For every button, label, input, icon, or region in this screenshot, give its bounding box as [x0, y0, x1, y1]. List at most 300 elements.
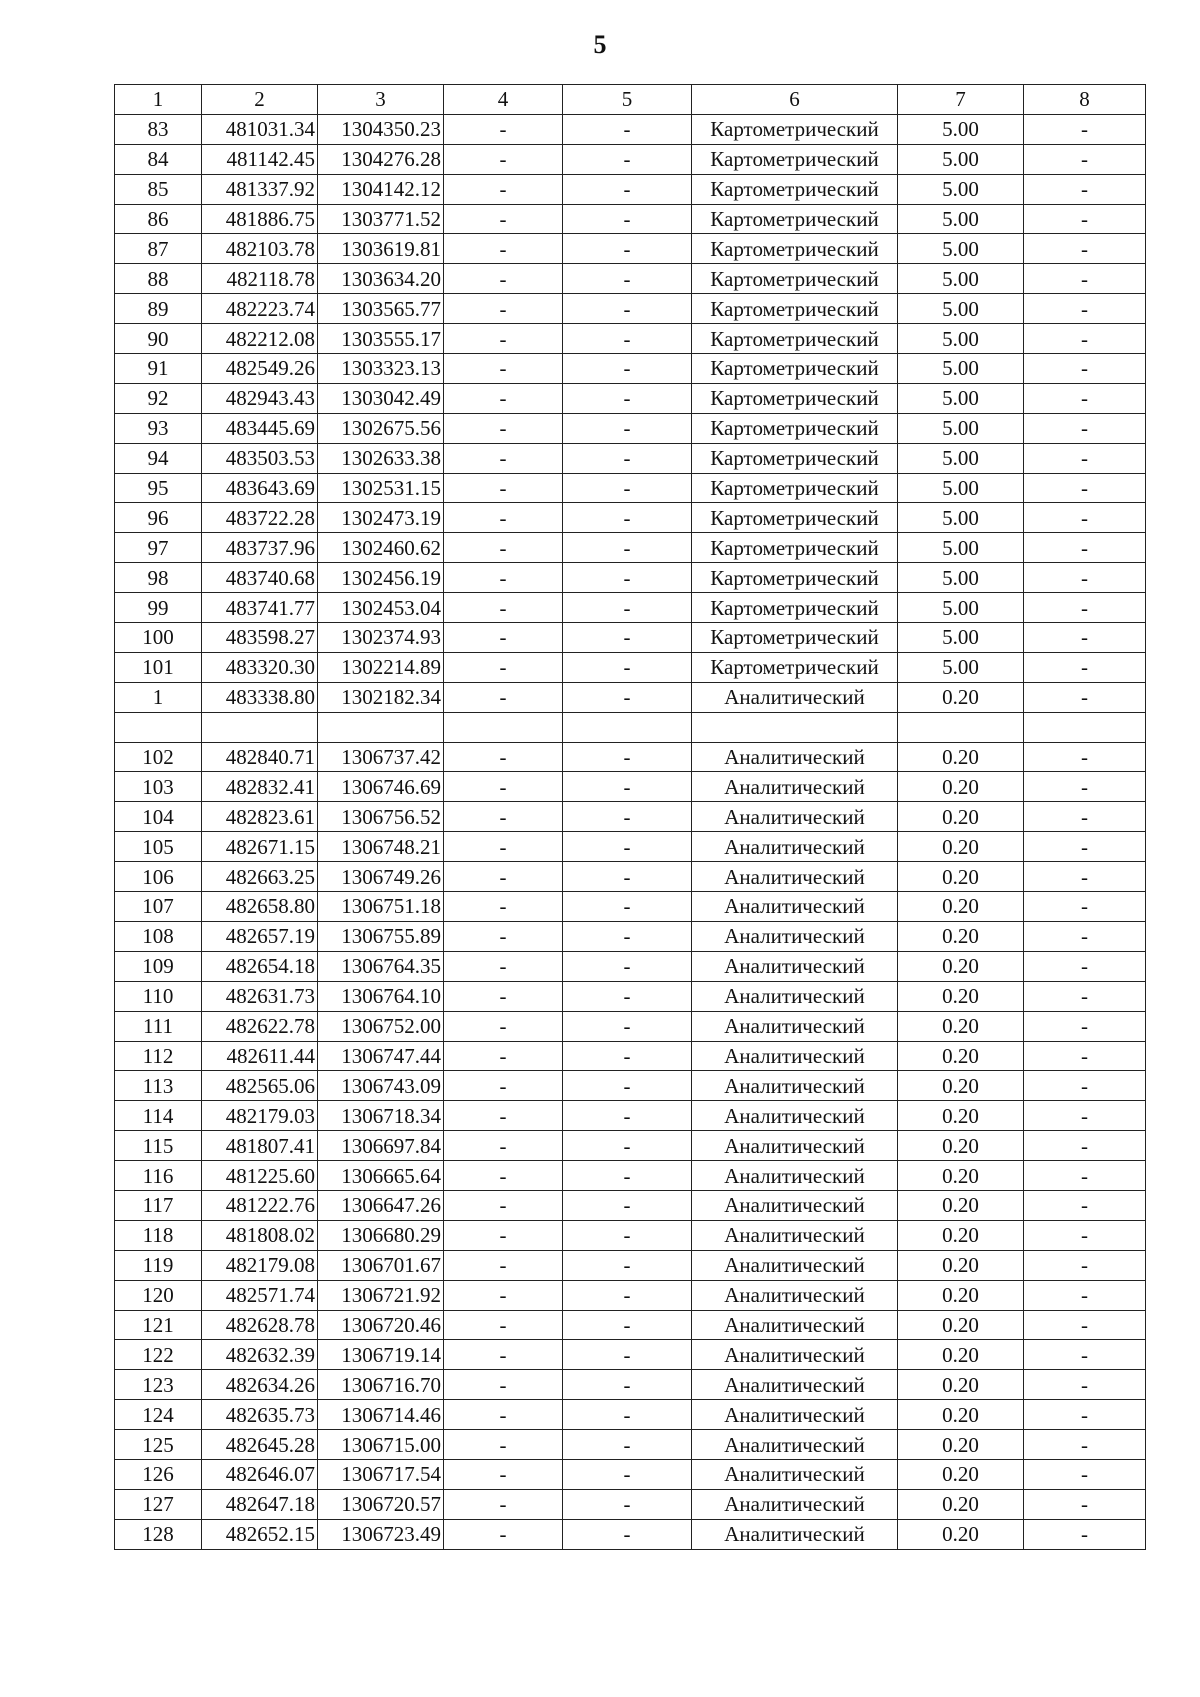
col-4-value-cell: -	[444, 1459, 563, 1489]
col-5-value-cell: -	[563, 443, 692, 473]
table-row	[115, 921, 1146, 951]
col-4-value-cell: -	[444, 174, 563, 204]
accuracy-cell: 0.20	[898, 1161, 1024, 1191]
point-number-cell: 111	[115, 1011, 202, 1041]
col-5-value-cell: -	[563, 1071, 692, 1101]
x-coordinate-cell: 482631.73	[202, 981, 318, 1011]
point-number-cell: 93	[115, 413, 202, 443]
y-coordinate-cell: 1306723.49	[318, 1519, 444, 1549]
method-cell: Аналитический	[692, 1190, 898, 1220]
x-coordinate-cell: 481337.92	[202, 174, 318, 204]
table-row	[115, 682, 1146, 712]
table-row	[115, 1131, 1146, 1161]
point-number-cell: 92	[115, 383, 202, 413]
table-row	[115, 951, 1146, 981]
col-4-value-cell: -	[444, 623, 563, 653]
method-cell: Аналитический	[692, 1519, 898, 1549]
y-coordinate-cell: 1306756.52	[318, 802, 444, 832]
point-number-cell: 116	[115, 1161, 202, 1191]
x-coordinate-cell: 482571.74	[202, 1280, 318, 1310]
accuracy-cell: 0.20	[898, 1250, 1024, 1280]
y-coordinate-cell: 1306647.26	[318, 1190, 444, 1220]
y-coordinate-cell: 1306716.70	[318, 1370, 444, 1400]
table-row	[115, 1400, 1146, 1430]
table-row	[115, 204, 1146, 234]
point-number-cell: 107	[115, 892, 202, 922]
accuracy-cell: 0.20	[898, 1489, 1024, 1519]
col-5-value-cell: -	[563, 413, 692, 443]
point-number-cell: 114	[115, 1101, 202, 1131]
col-8-value-cell: -	[1024, 383, 1146, 413]
table-row	[115, 862, 1146, 892]
col-4-value-cell: -	[444, 114, 563, 144]
y-coordinate-cell: 1302633.38	[318, 443, 444, 473]
accuracy-cell: 0.20	[898, 1340, 1024, 1370]
col-4-value-cell: -	[444, 742, 563, 772]
col-8-value-cell: -	[1024, 1519, 1146, 1549]
table-row	[115, 174, 1146, 204]
col-8-value-cell: -	[1024, 832, 1146, 862]
col-5-value-cell: -	[563, 1190, 692, 1220]
table-row	[115, 443, 1146, 473]
col-8-value-cell: -	[1024, 1011, 1146, 1041]
col-4-value-cell: -	[444, 832, 563, 862]
accuracy-cell: 5.00	[898, 354, 1024, 384]
col-5-value-cell: -	[563, 862, 692, 892]
col-8-value-cell: -	[1024, 413, 1146, 443]
col-8-value-cell	[1024, 712, 1146, 742]
table-row	[115, 1489, 1146, 1519]
col-4-value-cell: -	[444, 1161, 563, 1191]
point-number-cell: 85	[115, 174, 202, 204]
accuracy-cell: 5.00	[898, 204, 1024, 234]
y-coordinate-cell: 1306720.57	[318, 1489, 444, 1519]
col-8-value-cell: -	[1024, 682, 1146, 712]
y-coordinate-cell: 1306764.35	[318, 951, 444, 981]
y-coordinate-cell: 1303771.52	[318, 204, 444, 234]
accuracy-cell: 5.00	[898, 383, 1024, 413]
col-5-value-cell: -	[563, 652, 692, 682]
col-8-value-cell: -	[1024, 174, 1146, 204]
col-8-value-cell: -	[1024, 981, 1146, 1011]
col-5-value-cell: -	[563, 1459, 692, 1489]
col-4-value-cell: -	[444, 324, 563, 354]
col-5-value-cell: -	[563, 1489, 692, 1519]
col-5-value-cell: -	[563, 294, 692, 324]
col-5-value-cell: -	[563, 1101, 692, 1131]
point-number-cell: 99	[115, 593, 202, 623]
col-8-value-cell: -	[1024, 1161, 1146, 1191]
x-coordinate-cell: 482663.25	[202, 862, 318, 892]
y-coordinate-cell: 1303565.77	[318, 294, 444, 324]
col-4-value-cell: -	[444, 294, 563, 324]
col-5-value-cell: -	[563, 114, 692, 144]
col-5-value-cell: -	[563, 623, 692, 653]
y-coordinate-cell: 1304276.28	[318, 144, 444, 174]
table-row	[115, 503, 1146, 533]
y-coordinate-cell: 1303555.17	[318, 324, 444, 354]
point-number-cell: 112	[115, 1041, 202, 1071]
x-coordinate-cell: 482628.78	[202, 1310, 318, 1340]
y-coordinate-cell: 1304350.23	[318, 114, 444, 144]
accuracy-cell: 0.20	[898, 1101, 1024, 1131]
col-8-value-cell: -	[1024, 593, 1146, 623]
point-number-cell: 127	[115, 1489, 202, 1519]
point-number-cell: 128	[115, 1519, 202, 1549]
accuracy-cell: 0.20	[898, 1280, 1024, 1310]
y-coordinate-cell: 1303619.81	[318, 234, 444, 264]
method-cell: Аналитический	[692, 682, 898, 712]
x-coordinate-cell: 482832.41	[202, 772, 318, 802]
point-number-cell: 95	[115, 473, 202, 503]
col-8-value-cell: -	[1024, 1190, 1146, 1220]
col-4-value-cell: -	[444, 682, 563, 712]
table-row	[115, 1340, 1146, 1370]
point-number-cell: 105	[115, 832, 202, 862]
x-coordinate-cell: 482840.71	[202, 742, 318, 772]
col-5-value-cell: -	[563, 1280, 692, 1310]
method-cell: Аналитический	[692, 1370, 898, 1400]
accuracy-cell: 0.20	[898, 1220, 1024, 1250]
method-cell: Аналитический	[692, 892, 898, 922]
method-cell: Аналитический	[692, 1459, 898, 1489]
point-number-cell: 100	[115, 623, 202, 653]
col-8-value-cell: -	[1024, 1250, 1146, 1280]
x-coordinate-cell: 482657.19	[202, 921, 318, 951]
table-row	[115, 742, 1146, 772]
col-4-value-cell: -	[444, 413, 563, 443]
col-5-value-cell: -	[563, 1519, 692, 1549]
point-number-cell: 122	[115, 1340, 202, 1370]
method-cell: Аналитический	[692, 772, 898, 802]
col-5-value-cell	[563, 712, 692, 742]
col-4-value-cell: -	[444, 234, 563, 264]
col-5-value-cell: -	[563, 563, 692, 593]
table-row	[115, 533, 1146, 563]
col-4-value-cell: -	[444, 1131, 563, 1161]
y-coordinate-cell: 1306701.67	[318, 1250, 444, 1280]
col-4-value-cell: -	[444, 951, 563, 981]
table-row	[115, 1250, 1146, 1280]
y-coordinate-cell: 1306751.18	[318, 892, 444, 922]
point-number-cell: 118	[115, 1220, 202, 1250]
x-coordinate-cell: 483741.77	[202, 593, 318, 623]
accuracy-cell: 0.20	[898, 682, 1024, 712]
x-coordinate-cell: 483722.28	[202, 503, 318, 533]
point-number-cell: 117	[115, 1190, 202, 1220]
x-coordinate-cell: 482645.28	[202, 1430, 318, 1460]
method-cell: Картометрический	[692, 204, 898, 234]
method-cell: Аналитический	[692, 1220, 898, 1250]
column-header-3: 3	[318, 85, 444, 115]
col-4-value-cell: -	[444, 1250, 563, 1280]
x-coordinate-cell: 481807.41	[202, 1131, 318, 1161]
col-4-value-cell: -	[444, 354, 563, 384]
method-cell: Аналитический	[692, 1310, 898, 1340]
table-row	[115, 623, 1146, 653]
col-8-value-cell: -	[1024, 473, 1146, 503]
x-coordinate-cell: 483445.69	[202, 413, 318, 443]
accuracy-cell: 5.00	[898, 593, 1024, 623]
y-coordinate-cell: 1306715.00	[318, 1430, 444, 1460]
accuracy-cell: 5.00	[898, 294, 1024, 324]
y-coordinate-cell: 1306714.46	[318, 1400, 444, 1430]
table-row	[115, 593, 1146, 623]
col-4-value-cell: -	[444, 1190, 563, 1220]
col-8-value-cell: -	[1024, 652, 1146, 682]
col-4-value-cell: -	[444, 473, 563, 503]
y-coordinate-cell: 1302531.15	[318, 473, 444, 503]
y-coordinate-cell: 1306665.64	[318, 1161, 444, 1191]
x-coordinate-cell: 482646.07	[202, 1459, 318, 1489]
x-coordinate-cell: 481886.75	[202, 204, 318, 234]
col-4-value-cell: -	[444, 204, 563, 234]
y-coordinate-cell: 1306680.29	[318, 1220, 444, 1250]
col-4-value-cell: -	[444, 1101, 563, 1131]
table-row	[115, 144, 1146, 174]
accuracy-cell: 0.20	[898, 772, 1024, 802]
x-coordinate-cell: 482654.18	[202, 951, 318, 981]
col-5-value-cell: -	[563, 1011, 692, 1041]
method-cell: Аналитический	[692, 1101, 898, 1131]
point-number-cell: 115	[115, 1131, 202, 1161]
col-8-value-cell: -	[1024, 354, 1146, 384]
point-number-cell: 119	[115, 1250, 202, 1280]
x-coordinate-cell: 483643.69	[202, 473, 318, 503]
x-coordinate-cell: 482179.03	[202, 1101, 318, 1131]
col-5-value-cell: -	[563, 772, 692, 802]
x-coordinate-cell: 481142.45	[202, 144, 318, 174]
method-cell: Картометрический	[692, 354, 898, 384]
accuracy-cell: 5.00	[898, 174, 1024, 204]
col-8-value-cell: -	[1024, 1459, 1146, 1489]
col-4-value-cell: -	[444, 383, 563, 413]
col-8-value-cell: -	[1024, 503, 1146, 533]
col-4-value-cell: -	[444, 1519, 563, 1549]
accuracy-cell: 5.00	[898, 473, 1024, 503]
col-8-value-cell: -	[1024, 742, 1146, 772]
accuracy-cell: 0.20	[898, 1041, 1024, 1071]
y-coordinate-cell: 1306755.89	[318, 921, 444, 951]
point-number-cell: 102	[115, 742, 202, 772]
y-coordinate-cell: 1306764.10	[318, 981, 444, 1011]
y-coordinate-cell: 1303323.13	[318, 354, 444, 384]
point-number-cell: 98	[115, 563, 202, 593]
table-row	[115, 1430, 1146, 1460]
table-row	[115, 1071, 1146, 1101]
method-cell: Картометрический	[692, 174, 898, 204]
col-5-value-cell: -	[563, 951, 692, 981]
x-coordinate-cell: 482223.74	[202, 294, 318, 324]
column-header-8: 8	[1024, 85, 1146, 115]
table-row	[115, 1011, 1146, 1041]
accuracy-cell: 0.20	[898, 802, 1024, 832]
point-number-cell: 96	[115, 503, 202, 533]
col-8-value-cell: -	[1024, 1041, 1146, 1071]
x-coordinate-cell: 482611.44	[202, 1041, 318, 1071]
col-4-value-cell: -	[444, 264, 563, 294]
col-4-value-cell: -	[444, 533, 563, 563]
point-number-cell: 108	[115, 921, 202, 951]
col-5-value-cell: -	[563, 1220, 692, 1250]
accuracy-cell: 5.00	[898, 623, 1024, 653]
method-cell: Картометрический	[692, 473, 898, 503]
x-coordinate-cell: 481222.76	[202, 1190, 318, 1220]
accuracy-cell: 0.20	[898, 1131, 1024, 1161]
col-4-value-cell: -	[444, 1041, 563, 1071]
col-5-value-cell: -	[563, 1340, 692, 1370]
table-row	[115, 354, 1146, 384]
y-coordinate-cell: 1304142.12	[318, 174, 444, 204]
col-5-value-cell: -	[563, 503, 692, 533]
point-number-cell: 121	[115, 1310, 202, 1340]
y-coordinate-cell: 1306721.92	[318, 1280, 444, 1310]
col-8-value-cell: -	[1024, 563, 1146, 593]
method-cell: Аналитический	[692, 832, 898, 862]
point-number-cell: 110	[115, 981, 202, 1011]
col-5-value-cell: -	[563, 892, 692, 922]
table-row	[115, 563, 1146, 593]
col-5-value-cell: -	[563, 204, 692, 234]
table-row	[115, 264, 1146, 294]
col-5-value-cell: -	[563, 354, 692, 384]
point-number-cell	[115, 712, 202, 742]
table-row	[115, 712, 1146, 742]
col-5-value-cell: -	[563, 1310, 692, 1340]
y-coordinate-cell: 1306743.09	[318, 1071, 444, 1101]
col-4-value-cell: -	[444, 892, 563, 922]
point-number-cell: 126	[115, 1459, 202, 1489]
accuracy-cell: 0.20	[898, 1071, 1024, 1101]
col-4-value-cell: -	[444, 1220, 563, 1250]
x-coordinate-cell: 482634.26	[202, 1370, 318, 1400]
col-4-value-cell: -	[444, 1430, 563, 1460]
method-cell: Картометрический	[692, 443, 898, 473]
x-coordinate-cell: 481808.02	[202, 1220, 318, 1250]
column-header-1: 1	[115, 85, 202, 115]
accuracy-cell: 5.00	[898, 533, 1024, 563]
y-coordinate-cell: 1306747.44	[318, 1041, 444, 1071]
col-4-value-cell: -	[444, 1280, 563, 1310]
accuracy-cell: 5.00	[898, 264, 1024, 294]
col-4-value-cell: -	[444, 563, 563, 593]
col-5-value-cell: -	[563, 1400, 692, 1430]
col-4-value-cell: -	[444, 862, 563, 892]
method-cell: Аналитический	[692, 1131, 898, 1161]
method-cell: Аналитический	[692, 951, 898, 981]
col-5-value-cell: -	[563, 832, 692, 862]
x-coordinate-cell: 482647.18	[202, 1489, 318, 1519]
y-coordinate-cell: 1306749.26	[318, 862, 444, 892]
y-coordinate-cell: 1306718.34	[318, 1101, 444, 1131]
accuracy-cell: 5.00	[898, 144, 1024, 174]
method-cell: Аналитический	[692, 921, 898, 951]
method-cell: Картометрический	[692, 413, 898, 443]
accuracy-cell: 0.20	[898, 892, 1024, 922]
table-row	[115, 234, 1146, 264]
col-8-value-cell: -	[1024, 1430, 1146, 1460]
col-4-value-cell: -	[444, 1340, 563, 1370]
method-cell: Аналитический	[692, 802, 898, 832]
col-8-value-cell: -	[1024, 114, 1146, 144]
y-coordinate-cell: 1306719.14	[318, 1340, 444, 1370]
col-8-value-cell: -	[1024, 862, 1146, 892]
y-coordinate-cell: 1306737.42	[318, 742, 444, 772]
col-8-value-cell: -	[1024, 1131, 1146, 1161]
col-4-value-cell: -	[444, 1370, 563, 1400]
x-coordinate-cell: 482823.61	[202, 802, 318, 832]
point-number-cell: 124	[115, 1400, 202, 1430]
col-8-value-cell: -	[1024, 443, 1146, 473]
table-row	[115, 802, 1146, 832]
method-cell: Картометрический	[692, 144, 898, 174]
x-coordinate-cell: 482652.15	[202, 1519, 318, 1549]
y-coordinate-cell: 1303042.49	[318, 383, 444, 413]
method-cell: Аналитический	[692, 1400, 898, 1430]
table-row	[115, 413, 1146, 443]
col-8-value-cell: -	[1024, 921, 1146, 951]
method-cell: Аналитический	[692, 1489, 898, 1519]
accuracy-cell: 5.00	[898, 413, 1024, 443]
table-row	[115, 652, 1146, 682]
accuracy-cell: 0.20	[898, 862, 1024, 892]
col-5-value-cell: -	[563, 234, 692, 264]
col-4-value-cell: -	[444, 144, 563, 174]
table-row	[115, 892, 1146, 922]
method-cell: Картометрический	[692, 383, 898, 413]
col-5-value-cell: -	[563, 144, 692, 174]
col-8-value-cell: -	[1024, 1340, 1146, 1370]
col-8-value-cell: -	[1024, 1101, 1146, 1131]
col-4-value-cell: -	[444, 593, 563, 623]
y-coordinate-cell: 1302182.34	[318, 682, 444, 712]
method-cell: Аналитический	[692, 1280, 898, 1310]
col-5-value-cell: -	[563, 1131, 692, 1161]
accuracy-cell: 5.00	[898, 503, 1024, 533]
point-number-cell: 104	[115, 802, 202, 832]
method-cell: Картометрический	[692, 623, 898, 653]
y-coordinate-cell: 1306746.69	[318, 772, 444, 802]
method-cell: Аналитический	[692, 1430, 898, 1460]
point-number-cell: 83	[115, 114, 202, 144]
col-5-value-cell: -	[563, 174, 692, 204]
point-number-cell: 125	[115, 1430, 202, 1460]
point-number-cell: 120	[115, 1280, 202, 1310]
method-cell: Картометрический	[692, 503, 898, 533]
y-coordinate-cell: 1302214.89	[318, 652, 444, 682]
method-cell: Картометрический	[692, 593, 898, 623]
method-cell: Аналитический	[692, 862, 898, 892]
col-4-value-cell: -	[444, 981, 563, 1011]
point-number-cell: 89	[115, 294, 202, 324]
point-number-cell: 87	[115, 234, 202, 264]
col-4-value-cell: -	[444, 921, 563, 951]
accuracy-cell: 0.20	[898, 742, 1024, 772]
col-8-value-cell: -	[1024, 892, 1146, 922]
col-8-value-cell: -	[1024, 772, 1146, 802]
method-cell: Аналитический	[692, 1250, 898, 1280]
table-row	[115, 473, 1146, 503]
col-4-value-cell: -	[444, 1400, 563, 1430]
point-number-cell: 84	[115, 144, 202, 174]
point-number-cell: 1	[115, 682, 202, 712]
x-coordinate-cell: 481225.60	[202, 1161, 318, 1191]
accuracy-cell: 5.00	[898, 324, 1024, 354]
col-5-value-cell: -	[563, 383, 692, 413]
col-8-value-cell: -	[1024, 234, 1146, 264]
table-row	[115, 294, 1146, 324]
accuracy-cell: 0.20	[898, 1400, 1024, 1430]
